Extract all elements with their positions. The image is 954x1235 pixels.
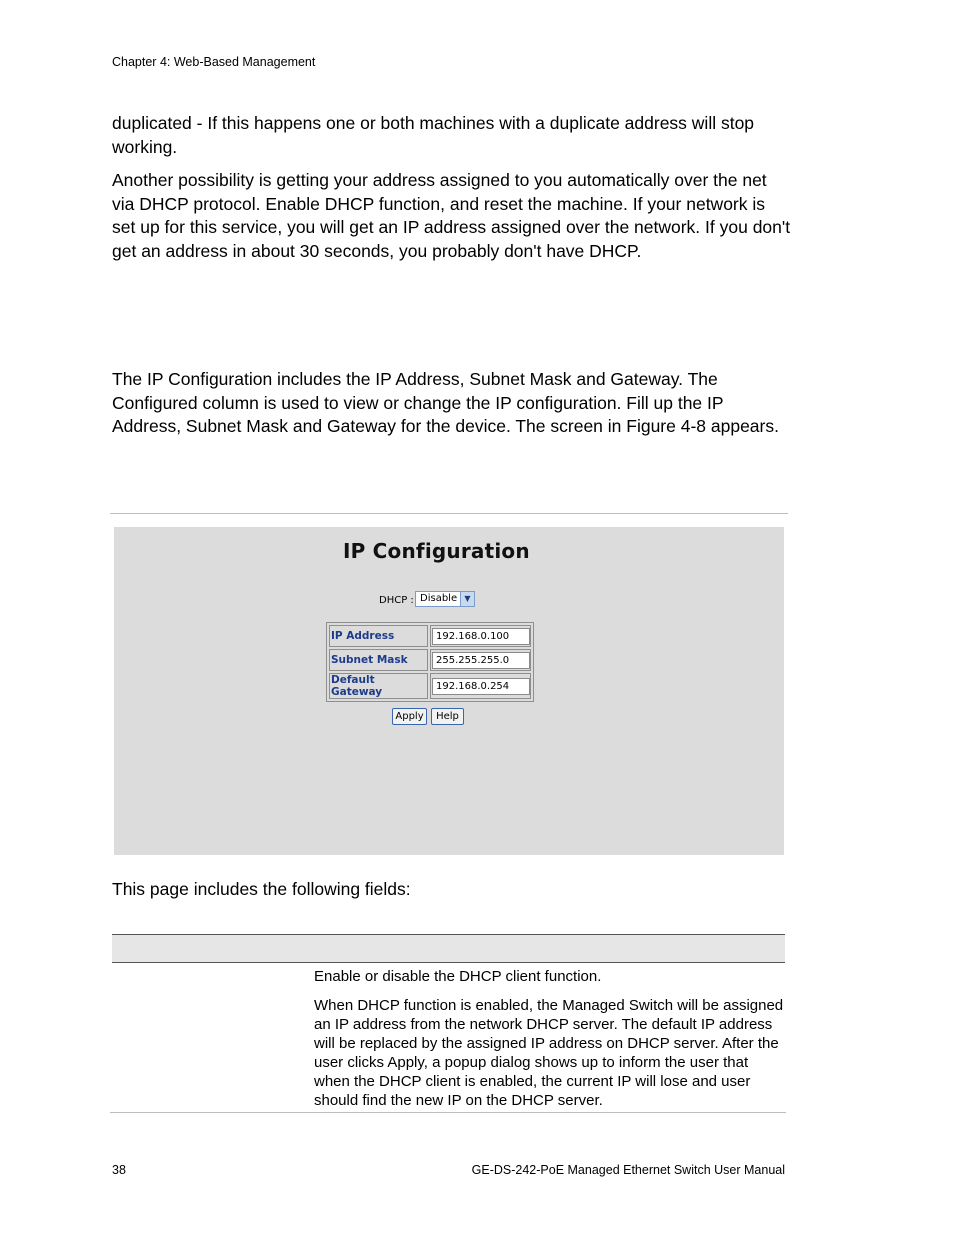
apply-button[interactable]: Apply — [392, 708, 427, 725]
default-gateway-label: Default Gateway — [329, 673, 428, 699]
chevron-down-icon[interactable]: ▼ — [460, 592, 474, 606]
dhcp-select[interactable] — [415, 591, 475, 607]
dhcp-detail-description: When DHCP function is enabled, the Managed Switch will be assigned an IP address from the network DHCP server. The default IP address will be replaced by the assigned IP address on DHCP server. After the user clicks Apply, a popup dialog shows up to inform the user that when the DHCP client is enabled, the current IP will lose and user should find the new IP on the DHCP server. — [314, 997, 784, 1109]
paragraph-fields-intro: This page includes the following fields: — [112, 879, 411, 899]
table-row — [329, 649, 531, 671]
dhcp-label: DHCP : — [379, 595, 414, 606]
table-row — [329, 625, 531, 647]
ip-address-label: IP Address — [329, 625, 428, 647]
table-row — [329, 673, 531, 699]
help-button[interactable]: Help — [431, 708, 464, 725]
default-gateway-input[interactable]: 192.168.0.254 — [432, 678, 530, 695]
manual-title: GE-DS-242-PoE Managed Ethernet Switch User Manual — [471, 1163, 785, 1177]
ip-configuration-screenshot — [114, 527, 784, 855]
figure-top-rule — [110, 513, 788, 514]
fields-table-bottom-rule — [110, 1112, 786, 1113]
paragraph-dhcp: Another possibility is getting your address assigned to you automatically over the net via DHCP protocol. Enable DHCP function, and reset the machine. If your network is set up for this service, you will get an IP address assigned over the network. If you don't get an address in about 30 seconds, you probably don't have DHCP. — [112, 170, 791, 261]
fields-table-header — [112, 934, 785, 963]
subnet-mask-input[interactable]: 255.255.255.0 — [432, 652, 530, 669]
page-number: 38 — [112, 1163, 126, 1177]
ip-settings-table — [326, 622, 534, 702]
chapter-header: Chapter 4: Web-Based Management — [112, 55, 316, 69]
screenshot-title: IP Configuration — [343, 539, 530, 563]
ip-address-input[interactable]: 192.168.0.100 — [432, 628, 530, 645]
dhcp-description: Enable or disable the DHCP client function. — [314, 968, 602, 985]
paragraph-ip-configuration: The IP Configuration includes the IP Address, Subnet Mask and Gateway. The Configured column is used to view or change the IP configuration. Fill up the IP Address, Subnet Mask and Gateway for the device. The screen in Figure 4-8 appears. — [112, 369, 779, 436]
paragraph-duplicated: duplicated - If this happens one or both machines with a duplicate address will stop working. — [112, 113, 755, 157]
subnet-mask-label: Subnet Mask — [329, 649, 428, 671]
dhcp-select-value: Disable — [420, 593, 458, 604]
